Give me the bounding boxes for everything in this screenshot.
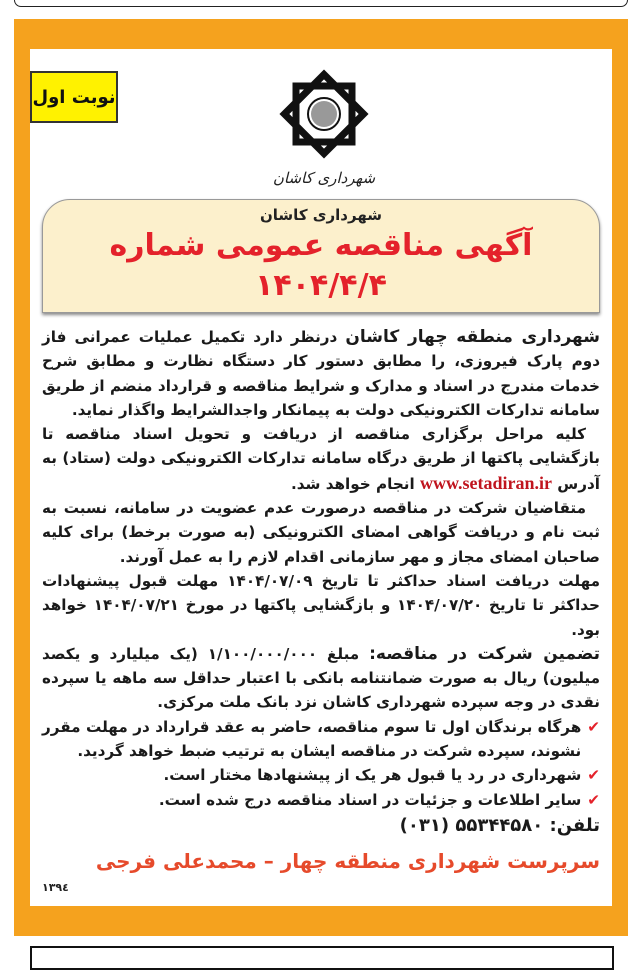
- check-icon: ✔: [587, 790, 600, 809]
- paragraph-registration: متقاضیان شرکت در مناقصه درصورت عدم عضویت در سامانه، نسبت به ثبت نام و دریافت گواهی امضای الکترونیکی (به صورت برخط) برای کلیه صاحبان امضای مجاز و مهر سازمانی اقدام لازم را به عمل آورند.: [42, 499, 600, 566]
- list-item-text: سایر اطلاعات و جزئیات در اسناد مناقصه درج شده است.: [158, 790, 582, 809]
- ad-content: [30, 49, 612, 906]
- list-item: [42, 788, 600, 812]
- previous-ad-border: [14, 0, 628, 7]
- list-item-text: شهرداری در رد یا قبول هر یک از پیشنهادها مختار است.: [163, 766, 582, 785]
- first-publication-badge: نوبت اول: [30, 71, 118, 123]
- setad-link[interactable]: www.setadiran.ir: [420, 472, 552, 493]
- list-item: [42, 763, 600, 787]
- guarantee-label: تضمین شرکت در مناقصه:: [369, 643, 600, 664]
- list-item: [42, 715, 600, 764]
- paragraph-guarantee: مبلغ ۱/۱۰۰/۰۰۰/۰۰۰ (یک میلیارد و یکصد میلیون) ریال به صورت ضمانتنامه بانکی با اعتبار حداقل سه ماهه یا سپرده نقدی در وجه سپرده شهرداری کاشان نزد بانک ملت مرکزی.: [42, 644, 600, 712]
- kashan-municipality-logo-icon: [274, 64, 374, 164]
- ad-code: ۱۳۹٤: [42, 880, 69, 894]
- ad-frame: [14, 19, 628, 936]
- ad-body: [42, 325, 600, 896]
- paragraph-deadlines: مهلت دریافت اسناد حداکثر تا تاریخ ۱۴۰۴/۰۷/۰۹ مهلت قبول پیشنهادات حداکثر تا تاریخ ۱۴۰۴/۰۷/۲۰ و بازگشایی پاکتها در مورخ ۱۴۰۴/۰۷/۲۱ خواهد بود.: [42, 571, 601, 639]
- logo-caption: شهرداری کاشان: [272, 169, 376, 187]
- title-box: [42, 199, 600, 313]
- paragraph-intro: درنظر دارد تکمیل عملیات عمرانی فاز دوم پارک فیروزی، را مطابق دستور کار دستگاه نظارت و مطابق شرح خدمات مندرج در اسناد و مدارک و شرایط مناقصه و قرارداد منضم از طریق سامانه تدارکات الکترونیکی دولت به پیمانکار واجدالشرایط واگذار نماید.: [42, 328, 600, 419]
- list-item-text: هرگاه برندگان اول تا سوم مناقصه، حاضر به عقد قرارداد در مهلت مقرر نشوند، سپرده شرکت در مناقصه ایشان به ترتیب ضبط خواهد گردید.: [42, 717, 582, 761]
- organization-name: شهرداری منطقه چهار کاشان: [345, 327, 600, 347]
- check-icon: ✔: [587, 766, 600, 785]
- paragraph-procedure-end: انجام خواهد شد.: [290, 474, 420, 493]
- page-title: آگهی مناقصه عمومی شماره ۱۴۰۴/۴/۴: [109, 228, 533, 303]
- next-ad-border: [30, 946, 614, 970]
- paragraph-procedure: کلیه مراحل برگزاری مناقصه از دریافت و تحویل اسناد مناقصه تا بازگشایی پاکتها از طریق درگاه سامانه تدارکات الکترونیکی دولت (ستاد) به آدرس: [42, 425, 600, 493]
- check-icon: ✔: [587, 717, 600, 736]
- subtitle: شهرداری کاشان: [260, 206, 382, 224]
- signer: سرپرست شهرداری منطقه چهار – محمدعلی فرجی: [95, 848, 600, 873]
- phone-number: تلفن: ۵۵۳۴۴۵۸۰ (۰۳۱): [399, 814, 600, 836]
- ad-header: [32, 64, 600, 199]
